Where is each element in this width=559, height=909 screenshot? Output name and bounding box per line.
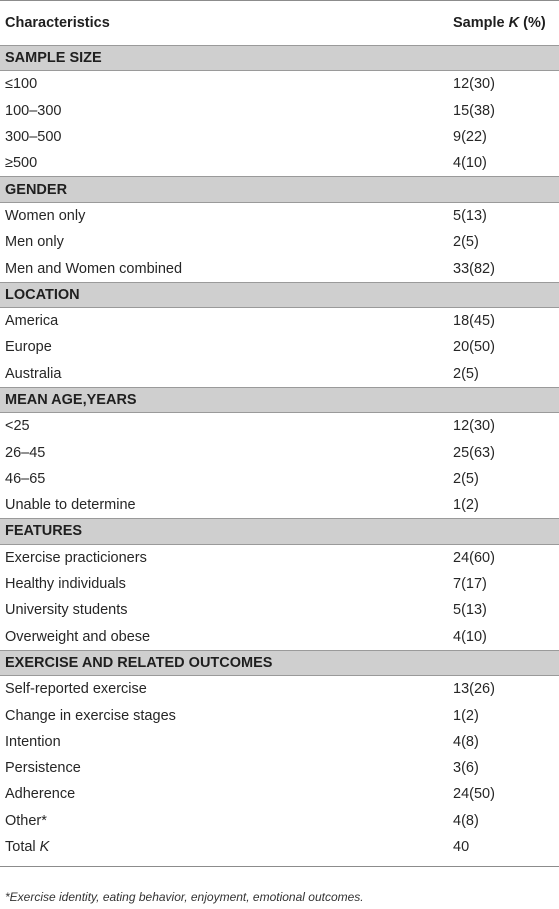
row-value: 4(10) bbox=[453, 155, 487, 172]
row-label: 100–300 bbox=[5, 102, 62, 119]
header-k: K bbox=[508, 15, 520, 31]
row-value: 2(5) bbox=[453, 365, 479, 382]
row-value: 1(2) bbox=[453, 497, 479, 514]
header-sample-prefix: Sample bbox=[453, 15, 509, 31]
bottom-rule bbox=[0, 866, 559, 867]
table-header bbox=[0, 1, 559, 45]
table-row bbox=[0, 98, 559, 124]
row-label: Women only bbox=[5, 207, 86, 224]
table-row bbox=[0, 71, 559, 97]
row-value: 15(38) bbox=[453, 102, 495, 119]
row-value: 20(50) bbox=[453, 339, 495, 356]
row-label: Men only bbox=[5, 234, 64, 251]
table-row bbox=[0, 702, 559, 728]
table-row bbox=[0, 597, 559, 623]
row-label: Europe bbox=[5, 339, 52, 356]
row-label: University students bbox=[5, 602, 128, 619]
footnote: *Exercise identity, eating behavior, enjoyment, emotional outcomes. bbox=[5, 890, 364, 904]
row-value: 4(8) bbox=[453, 812, 479, 829]
table-row bbox=[0, 755, 559, 781]
header-percent: (%) bbox=[519, 15, 546, 31]
table-row bbox=[0, 571, 559, 597]
row-value: 33(82) bbox=[453, 260, 495, 277]
total-row bbox=[0, 834, 559, 860]
row-label: Australia bbox=[5, 365, 62, 382]
section-header bbox=[0, 387, 559, 413]
row-value: 3(6) bbox=[453, 760, 479, 777]
row-value: 5(13) bbox=[453, 602, 487, 619]
row-label: Healthy individuals bbox=[5, 576, 126, 593]
row-label: America bbox=[5, 313, 59, 330]
header-characteristics: Characteristics bbox=[5, 15, 110, 31]
section-header bbox=[0, 518, 559, 544]
table-row bbox=[0, 624, 559, 650]
table-row bbox=[0, 808, 559, 834]
row-label: Men and Women combined bbox=[5, 260, 183, 277]
table-row bbox=[0, 334, 559, 360]
row-value: 4(8) bbox=[453, 733, 479, 750]
header-sample-k bbox=[453, 15, 546, 31]
section-title: FEATURES bbox=[5, 523, 83, 540]
row-label: ≥500 bbox=[5, 155, 38, 172]
row-label: Change in exercise stages bbox=[5, 707, 176, 724]
section-header bbox=[0, 45, 559, 71]
table-row bbox=[0, 466, 559, 492]
row-value: 25(63) bbox=[453, 444, 495, 461]
row-label: ≤100 bbox=[5, 76, 38, 93]
table-row bbox=[0, 729, 559, 755]
table-row bbox=[0, 545, 559, 571]
table-row bbox=[0, 124, 559, 150]
row-value: 12(30) bbox=[453, 418, 495, 435]
row-value: 2(5) bbox=[453, 470, 479, 487]
row-label: 300–500 bbox=[5, 129, 62, 146]
table-body bbox=[0, 45, 559, 834]
table-row bbox=[0, 413, 559, 439]
row-label: Other* bbox=[5, 812, 47, 829]
row-label: Exercise practicioners bbox=[5, 549, 147, 566]
table-row bbox=[0, 361, 559, 387]
table-row bbox=[0, 439, 559, 465]
row-value: 2(5) bbox=[453, 234, 479, 251]
table-row bbox=[0, 255, 559, 281]
table-row bbox=[0, 308, 559, 334]
section-header bbox=[0, 282, 559, 308]
table-row bbox=[0, 492, 559, 518]
table-row bbox=[0, 229, 559, 255]
row-value: 24(50) bbox=[453, 786, 495, 803]
total-prefix: Total bbox=[5, 839, 40, 856]
row-label: Adherence bbox=[5, 786, 76, 803]
row-value: 9(22) bbox=[453, 129, 487, 146]
section-header bbox=[0, 650, 559, 676]
row-label: Persistence bbox=[5, 760, 81, 777]
total-k: K bbox=[39, 839, 50, 856]
table-row bbox=[0, 203, 559, 229]
table-row bbox=[0, 781, 559, 807]
table-row bbox=[0, 676, 559, 702]
row-label: 26–45 bbox=[5, 444, 46, 461]
row-label: Self-reported exercise bbox=[5, 681, 147, 698]
total-label bbox=[5, 839, 49, 855]
row-label: Intention bbox=[5, 733, 61, 750]
row-value: 12(30) bbox=[453, 76, 495, 93]
row-value: 1(2) bbox=[453, 707, 479, 724]
row-value: 5(13) bbox=[453, 207, 487, 224]
row-value: 4(10) bbox=[453, 628, 487, 645]
section-title: EXERCISE AND RELATED OUTCOMES bbox=[5, 654, 273, 671]
section-header bbox=[0, 176, 559, 202]
row-value: 24(60) bbox=[453, 549, 495, 566]
row-label: <25 bbox=[5, 418, 30, 435]
section-title: GENDER bbox=[5, 181, 68, 198]
section-title: MEAN AGE,YEARS bbox=[5, 392, 137, 408]
total-value: 40 bbox=[453, 839, 470, 856]
row-label: 46–65 bbox=[5, 470, 46, 487]
row-label: Unable to determine bbox=[5, 497, 136, 514]
section-title: LOCATION bbox=[5, 286, 80, 303]
row-value: 13(26) bbox=[453, 681, 495, 698]
section-title: SAMPLE SIZE bbox=[5, 50, 102, 67]
row-value: 18(45) bbox=[453, 313, 495, 330]
row-value: 7(17) bbox=[453, 576, 487, 593]
row-label: Overweight and obese bbox=[5, 628, 151, 645]
table-row bbox=[0, 150, 559, 176]
